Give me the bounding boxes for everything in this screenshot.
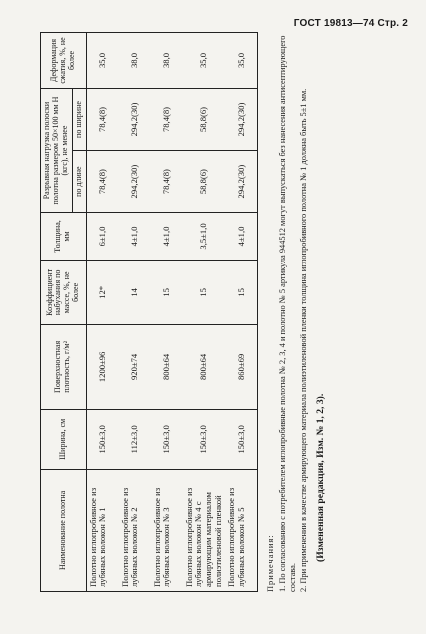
cell-load-width: 58,8(6) xyxy=(183,88,226,150)
table-row xyxy=(86,33,119,592)
cell-load-length: 294,2(30) xyxy=(119,151,151,213)
cell-width: 150±3,0 xyxy=(183,409,226,469)
col-header-thickness: Толщина, мм xyxy=(41,213,87,261)
revision-note: (Измененная редакция, Изм. № 1, 2, 3). xyxy=(315,393,327,562)
cell-coefficient: 14 xyxy=(119,260,151,324)
cell-density: 920±74 xyxy=(119,324,151,409)
cell-load-width: 78,4(8) xyxy=(151,88,183,150)
cell-load-width: 78,4(8) xyxy=(86,88,119,150)
notes-section xyxy=(266,32,327,592)
cell-coefficient: 15 xyxy=(225,260,258,324)
table-row xyxy=(183,33,226,592)
cell-name: Полотно иглопробивное из лубяных волокон № 2 xyxy=(119,469,151,591)
cell-density: 800±64 xyxy=(151,324,183,409)
cell-name: Полотно иглопробивное из лубяных волокон № 5 xyxy=(225,469,258,591)
cell-deformation: 35,0 xyxy=(225,33,258,89)
col-header-name: Наименование полотна xyxy=(41,469,87,591)
cell-width: 112±3,0 xyxy=(119,409,151,469)
note-1: 1. По согласованию с потребителем иглопробивные полотна № 2, 3, 4 и полотно № 5 артикула 944512 могут выпускаться без нанесения антисептирующего состава. xyxy=(277,35,298,592)
col-header-coefficient: Коэффициент набухания по массе, %, не более xyxy=(41,260,87,324)
cell-thickness: 4±1,0 xyxy=(151,213,183,261)
cell-name: Полотно иглопробивное из лубяных волокон № 4 с армирующим материалом полиэтиленовой пленкой xyxy=(183,469,226,591)
table-header-row xyxy=(41,33,73,592)
cell-thickness: 4±1,0 xyxy=(225,213,258,261)
cell-deformation: 35,0 xyxy=(183,33,226,89)
cell-thickness: 4±1,0 xyxy=(119,213,151,261)
cell-name: Полотно иглопробивное из лубяных волокон № 1 xyxy=(86,469,119,591)
col-header-breaking-load: Разрывная нагрузка полоски полотна размером 50×100 мм Н (кгс), не менее xyxy=(41,88,73,212)
col-header-deformation: Деформация сжатия, %, не более xyxy=(41,33,87,89)
cell-density: 860±69 xyxy=(225,324,258,409)
cell-load-length: 58,8(6) xyxy=(183,151,226,213)
cell-name: Полотно иглопробивное из лубяных волокон № 3 xyxy=(151,469,183,591)
cell-load-length: 78,4(8) xyxy=(86,151,119,213)
cell-density: 1200±96 xyxy=(86,324,119,409)
cell-deformation: 38,0 xyxy=(151,33,183,89)
page-header: ГОСТ 19813—74 Стр. 2 xyxy=(293,18,408,29)
cell-deformation: 35,0 xyxy=(86,33,119,89)
table-row xyxy=(151,33,183,592)
note-2: 2. При применении в качестве армирующего материала полиэтиленовой пленки толщина иглопробивного полотна № 1 должна быть 5±1 мм. xyxy=(298,88,308,592)
cell-coefficient: 12* xyxy=(86,260,119,324)
cell-deformation: 38,0 xyxy=(119,33,151,89)
cell-density: 800±64 xyxy=(183,324,226,409)
col-header-density: Поверхностная плотность, г/м² xyxy=(41,324,87,409)
col-header-load-width: по ширине xyxy=(72,88,86,150)
cell-width: 150±3,0 xyxy=(86,409,119,469)
table-row xyxy=(119,33,151,592)
col-header-load-length: по длине xyxy=(72,151,86,213)
cell-load-width: 294,2(30) xyxy=(119,88,151,150)
cell-coefficient: 15 xyxy=(183,260,226,324)
document-body xyxy=(40,32,327,592)
col-header-width: Ширина, см xyxy=(41,409,87,469)
cell-width: 150±3,0 xyxy=(151,409,183,469)
cell-thickness: 6±1,0 xyxy=(86,213,119,261)
specifications-table xyxy=(40,32,258,592)
cell-thickness: 3,5±1,0 xyxy=(183,213,226,261)
cell-load-width: 294,2(30) xyxy=(225,88,258,150)
table-row xyxy=(225,33,258,592)
notes-title: Примечания: xyxy=(266,534,276,592)
cell-coefficient: 15 xyxy=(151,260,183,324)
cell-load-length: 78,4(8) xyxy=(151,151,183,213)
cell-width: 150±3,0 xyxy=(225,409,258,469)
cell-load-length: 294,2(30) xyxy=(225,151,258,213)
